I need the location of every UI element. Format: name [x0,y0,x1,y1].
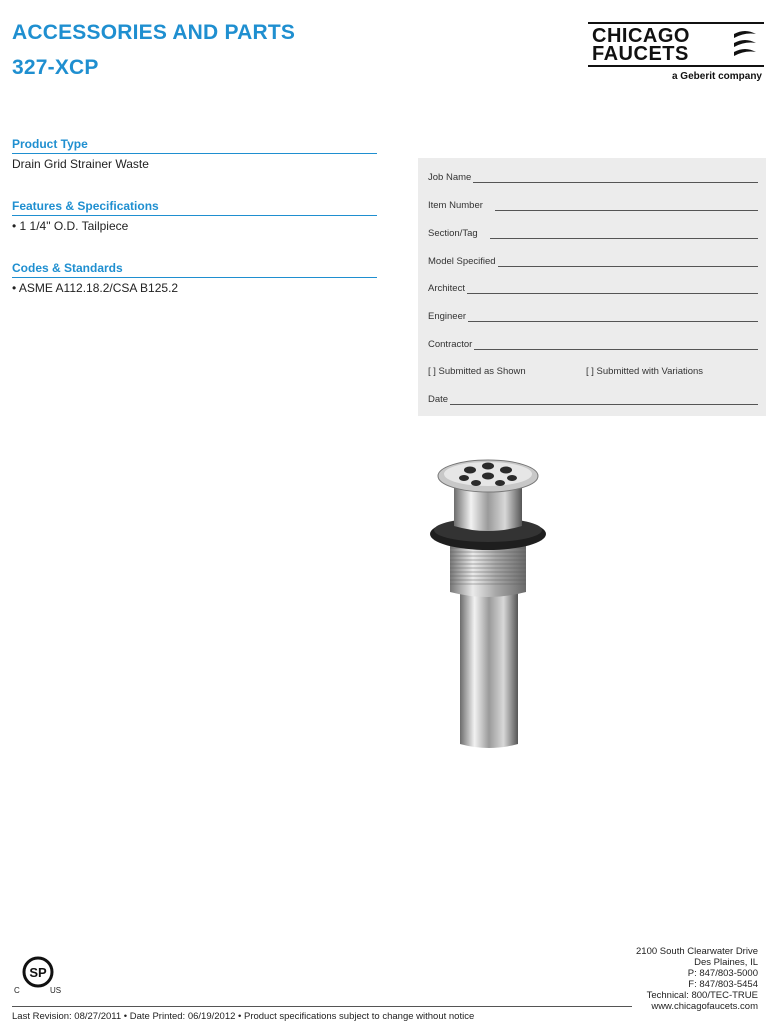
address-city: Des Plaines, IL [694,957,758,968]
company-address [636,946,758,1012]
form-field-date[interactable] [428,394,758,405]
section-body-product-type: Drain Grid Strainer Waste [12,157,149,171]
logo-line-2: FAUCETS [592,43,689,65]
section-body-features: • 1 1/4" O.D. Tailpiece [12,219,129,233]
page-title: ACCESSORIES AND PARTS [12,21,296,44]
form-label: Architect [428,283,465,294]
address-fax: F: 847/803-5454 [688,979,758,990]
form-line [474,340,758,350]
csa-logo-icon [20,956,60,990]
section-heading-features: Features & Specifications [12,199,377,216]
section-body-codes: • ASME A112.18.2/CSA B125.2 [12,281,179,295]
form-field-section-tag[interactable] [428,228,758,239]
form-label: Contractor [428,339,473,350]
model-number: 327-XCP [12,56,99,79]
logo-swirl-icon [732,28,758,62]
logo-tagline: a Geberit company [671,71,762,82]
address-website-link[interactable]: www.chicagofaucets.com [651,1001,758,1012]
form-field-job-name[interactable] [428,172,758,183]
form-label: Job Name [428,172,472,183]
submitted-as-shown-checkbox[interactable]: [ ] Submitted as Shown [428,366,526,377]
form-line [450,395,758,405]
address-technical: Technical: 800/TEC-TRUE [646,990,758,1001]
csa-c-label: C [14,986,20,995]
form-line [473,173,758,183]
logo-line-1: CHICAGO [592,25,690,47]
csa-certification-mark [14,956,70,1000]
csa-us-label: US [50,986,62,995]
address-street: 2100 South Clearwater Drive [636,946,758,957]
submittal-form [418,158,766,416]
form-field-architect[interactable] [428,283,758,294]
form-line [490,229,758,239]
form-label: Item Number [428,200,483,211]
form-label: Date [428,394,449,405]
form-field-item-number[interactable] [428,200,758,211]
form-label: Engineer [428,311,467,322]
address-phone: P: 847/803-5000 [687,968,758,979]
chicago-faucets-logo [588,22,768,86]
csa-mark-letters: SP [29,965,47,980]
drain-strainer-product-image [428,452,558,752]
footer-divider [12,1006,632,1007]
form-field-model-specified[interactable] [428,256,758,267]
revision-footer: Last Revision: 08/27/2011 • Date Printed: 06/19/2012 • Product specifications subject to change without notice [12,1011,475,1022]
form-line [498,257,758,267]
form-label: Model Specified [428,256,496,267]
form-line [467,284,758,294]
section-heading-product-type: Product Type [12,137,377,154]
form-line [468,312,758,322]
form-label: Section/Tag [428,228,478,239]
section-heading-codes: Codes & Standards [12,261,377,278]
form-field-contractor[interactable] [428,339,758,350]
submitted-with-variations-checkbox[interactable]: [ ] Submitted with Variations [586,366,704,377]
form-field-engineer[interactable] [428,311,758,322]
form-line [495,201,758,211]
